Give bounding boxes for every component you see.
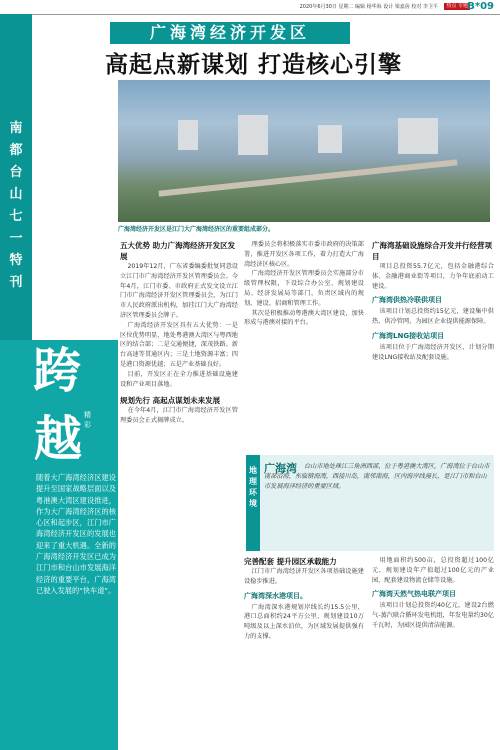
photo-building — [178, 120, 198, 150]
col2b-paragraph: 江门市广海湾经济开发区各项基础设施建设稳步推进。 — [244, 568, 364, 585]
section-badge: 热点 专题 — [446, 3, 468, 9]
sidebar-intro: 随着大广海湾经济区建设提升至国家战略层面以及粤港澳大湾区建设推进，作为大广海湾经济区的核心区和起步区，江门市广海湾经济开发区的发展也迎来了重大机遇。全新的广海湾经济开发区已成为江门市和台山市发展海洋经济的重要平台，广海湾已驶入发展的“快车道”。 — [36, 473, 116, 595]
col2b-subhead: 广海湾深水港项目。 — [244, 591, 307, 600]
section-banner: 广海湾经济开发区 — [110, 22, 350, 44]
col2b-paragraph: 广海湾深水港规划岸线长约15.5公里，港口总面积约24平方公里，规划建设10万吨级及以上深水泊位，为区域发展提供强有力的支撑。 — [244, 603, 364, 640]
geography-side-label: 地理环境 — [246, 455, 260, 551]
photo-road — [159, 159, 458, 196]
col2-paragraph: 其次是积极推动粤港澳大湾区建设，加快形成与港澳对接的平台。 — [244, 309, 364, 327]
column-3-lower — [372, 556, 494, 631]
big-word-kua: 跨 — [33, 343, 82, 399]
column-1 — [120, 240, 238, 426]
geography-title: 广海湾 — [264, 462, 297, 475]
aerial-photo — [118, 80, 490, 222]
page-headline: 高起点新谋划 打造核心引擎 — [105, 52, 403, 78]
photo-building — [398, 118, 438, 154]
col3-section-title: 广海湾基础设施综合开发并行经营项目 — [372, 241, 492, 261]
col1-paragraph: 目前，开发区正在全力推进基础设施建设和产业项目落地。 — [120, 370, 238, 388]
column-3 — [372, 240, 494, 363]
geography-text: 台山市地处珠江三角洲西部，位于粤港澳大湾区，广海湾位于台山市南部沿海，东临镇海湾，西接川岛，南邻南海，区内海岸线漫长，是江门市和台山市发展海洋经济的重要区域。 — [264, 463, 490, 490]
col3b-subhead: 广海湾天然气热电联产项目 — [372, 590, 456, 599]
column-2-lower — [244, 556, 364, 642]
col2-section-title: 完善配套 提升园区承载能力 — [244, 557, 337, 566]
col1-section-title: 五大优势 助力广海湾经济开发区发展 — [120, 241, 236, 261]
page-number: B*09 — [467, 1, 494, 12]
col1-paragraph: 广海湾经济开发区具有五大优势：一是区位优势明显，地处粤港澳大湾区与粤西地区的结合部；二是交通便捷，深茂铁路、新台高速等贯通区内；三是土地资源丰富；四是港口资源优越；五是产业基础良好。 — [120, 321, 238, 368]
jingcai-label: 精彩 — [84, 411, 91, 429]
big-word-yue: 越 — [34, 411, 83, 467]
col1-section-title-2: 规划先行 高起点谋划未来发展 — [120, 396, 221, 406]
col2-paragraph: 理委员会将积极落实市委市政府的决策部署，推进开发区各项工作，着力打造大广海湾经济区核心区。 — [244, 241, 364, 268]
header-info: 2020年6月30日 星期二 编辑 杨华海 设计 梁嘉茵 校对 李卫平 — [299, 4, 438, 10]
col3-subhead: 广海湾LNG接收站项目 — [372, 331, 445, 340]
photo-building — [318, 125, 342, 153]
col3-paragraph: 该项目位于广海湾经济开发区，计划分期建设LNG接收站及配套设施。 — [372, 343, 494, 361]
col3b-paragraph: 用地面积约500亩，总投资超过100亿元，规划建设年产值超过100亿元的产业园，配套建设物流仓储等设施。 — [372, 557, 494, 584]
photo-caption: 广海湾经济开发区是江门大广海湾经济区的重要组成部分。 — [118, 226, 275, 233]
col1-paragraph: 2019年12月，广东省委编委批复同意设立江门市广海湾经济开发区管理委员会。今年4月，江门市委、市政府正式发文设立江门市广海湾经济开发区管理委员会，为江门市人民政府派出机构，加挂江门大广海湾经济区管理委员会牌子。 — [120, 263, 238, 319]
col3-paragraph: 项目总投资55.7亿元，包括金融港综合体、金融港商业街等项目，力争年底前动工建设。 — [372, 263, 494, 290]
col3-subhead: 广海湾供热冷联供项目 — [372, 296, 442, 305]
column-2 — [244, 240, 364, 328]
col3-paragraph: 该项目计划总投资约15亿元，建设集中供热、供冷管网，为园区企业提供能源保障。 — [372, 308, 494, 326]
photo-building — [238, 115, 268, 155]
col3b-paragraph: 该项目计划总投资约40亿元，建设2台燃气-蒸汽联合循环发电机组，年发电量约30亿千瓦时，为园区提供清洁能源。 — [372, 602, 494, 629]
col1-paragraph: 在今年4月，江门市广海湾经济开发区管理委员会正式揭牌成立。 — [120, 407, 238, 425]
sidebar-vertical-title: 南都台山七一特刊 — [9, 121, 23, 290]
col2-paragraph: 广海湾经济开发区管理委员会实施部分市级管理权限，下设综合办公室、规划建设局、经济发展局等部门，负责区域内的规划、建设、招商和管理工作。 — [244, 270, 364, 307]
